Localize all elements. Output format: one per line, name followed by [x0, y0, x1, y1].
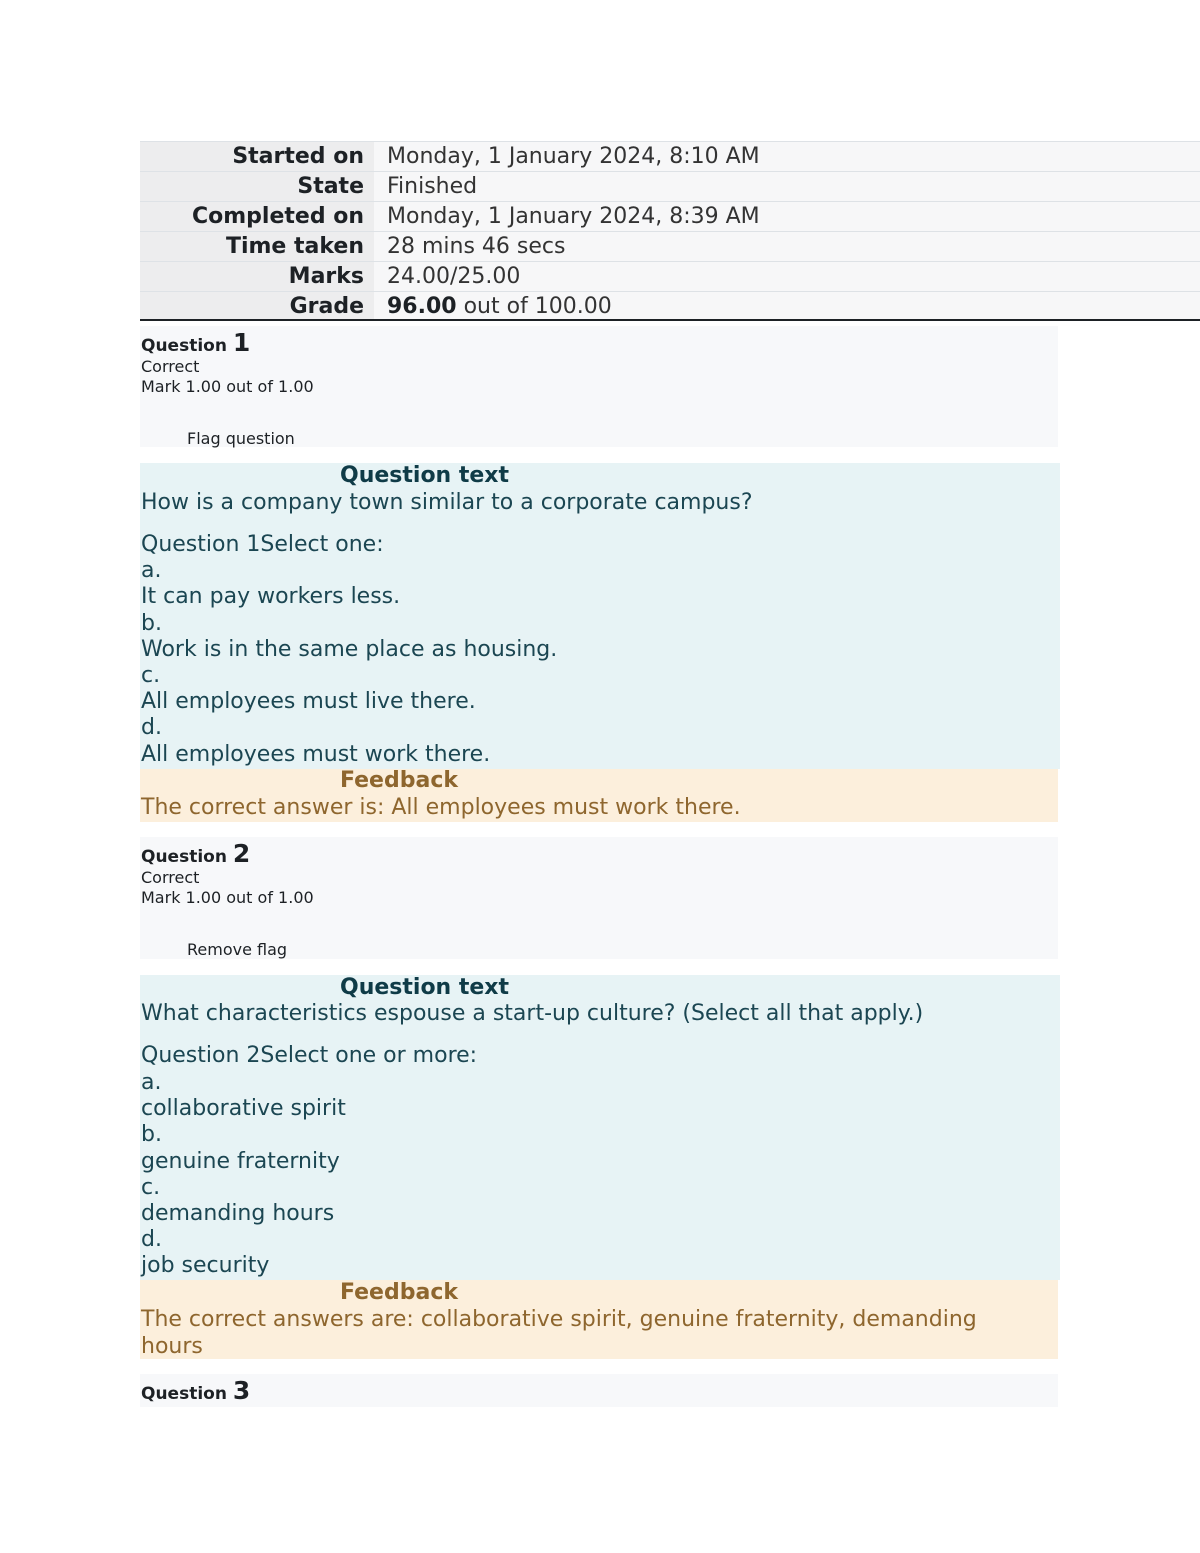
summary-value: 24.00/25.00 [374, 262, 1200, 291]
summary-value: 28 mins 46 secs [374, 232, 1200, 261]
summary-label: Time taken [140, 232, 374, 261]
question-number [141, 328, 250, 357]
option-text[interactable]: It can pay workers less. [141, 584, 401, 609]
summary-label: Grade [140, 292, 374, 319]
summary-label: State [140, 172, 374, 201]
question-1-formulation [140, 463, 1060, 769]
question-state: Correct [141, 357, 200, 376]
option-letter: c. [141, 663, 161, 688]
question-text-heading: Question text [340, 975, 510, 1000]
flag-question-link[interactable]: Flag question [187, 429, 295, 448]
option-letter: b. [141, 1122, 162, 1147]
quiz-summary-table [140, 141, 1200, 321]
summary-row-state [140, 171, 1200, 201]
answer-prompt: Question 1Select one: [141, 532, 384, 557]
option-letter: a. [141, 558, 162, 583]
feedback-text: The correct answer is: All employees must work there. [141, 795, 741, 820]
summary-value: Monday, 1 January 2024, 8:39 AM [374, 202, 1200, 231]
question-3-info [140, 1374, 1058, 1407]
feedback-text: The correct answers are: collaborative spirit, genuine fraternity, demanding hours [141, 1307, 977, 1359]
option-text[interactable]: All employees must work there. [141, 742, 491, 767]
question-text: What characteristics espouse a start-up culture? (Select all that apply.) [141, 1001, 924, 1026]
summary-label: Completed on [140, 202, 374, 231]
option-text[interactable]: demanding hours [141, 1201, 335, 1226]
question-1-info [140, 326, 1058, 447]
remove-flag-link[interactable]: Remove flag [187, 940, 288, 959]
summary-value: Monday, 1 January 2024, 8:10 AM [374, 142, 1200, 171]
question-number [141, 1376, 250, 1405]
question-number-value: 2 [232, 839, 251, 868]
question-state: Correct [141, 868, 200, 887]
question-mark: Mark 1.00 out of 1.00 [141, 377, 314, 396]
summary-row-marks [140, 261, 1200, 291]
option-letter: c. [141, 1175, 161, 1200]
question-2-info [140, 837, 1058, 959]
question-mark: Mark 1.00 out of 1.00 [141, 888, 314, 907]
summary-row-grade [140, 291, 1200, 321]
summary-row-time-taken [140, 231, 1200, 261]
option-letter: d. [141, 1227, 162, 1252]
grade-out-of: out of 100.00 [456, 294, 612, 319]
option-text[interactable]: All employees must live there. [141, 689, 476, 714]
option-letter: b. [141, 611, 162, 636]
summary-row-started [140, 141, 1200, 171]
answer-prompt: Question 2Select one or more: [141, 1043, 478, 1068]
feedback-heading: Feedback [340, 768, 458, 793]
question-text: How is a company town similar to a corporate campus? [141, 490, 753, 515]
summary-label: Marks [140, 262, 374, 291]
question-number-value: 3 [232, 1376, 251, 1405]
question-2-formulation [140, 975, 1060, 1280]
summary-value [374, 292, 1200, 319]
question-word: Question [141, 1384, 227, 1404]
question-number [141, 839, 250, 868]
feedback-heading: Feedback [340, 1280, 458, 1305]
option-letter: d. [141, 715, 162, 740]
option-letter: a. [141, 1070, 162, 1095]
question-text-heading: Question text [340, 463, 510, 488]
question-2-feedback [140, 1280, 1058, 1359]
option-text[interactable]: Work is in the same place as housing. [141, 637, 558, 662]
option-text[interactable]: job security [141, 1253, 270, 1278]
grade-score: 96.00 [387, 294, 457, 319]
summary-value: Finished [374, 172, 1200, 201]
question-1-feedback [140, 769, 1058, 822]
question-word: Question [141, 336, 227, 356]
option-text[interactable]: genuine fraternity [141, 1149, 340, 1174]
question-number-value: 1 [232, 328, 251, 357]
option-text[interactable]: collaborative spirit [141, 1096, 346, 1121]
summary-label: Started on [140, 142, 374, 171]
question-word: Question [141, 847, 227, 867]
summary-row-completed [140, 201, 1200, 231]
